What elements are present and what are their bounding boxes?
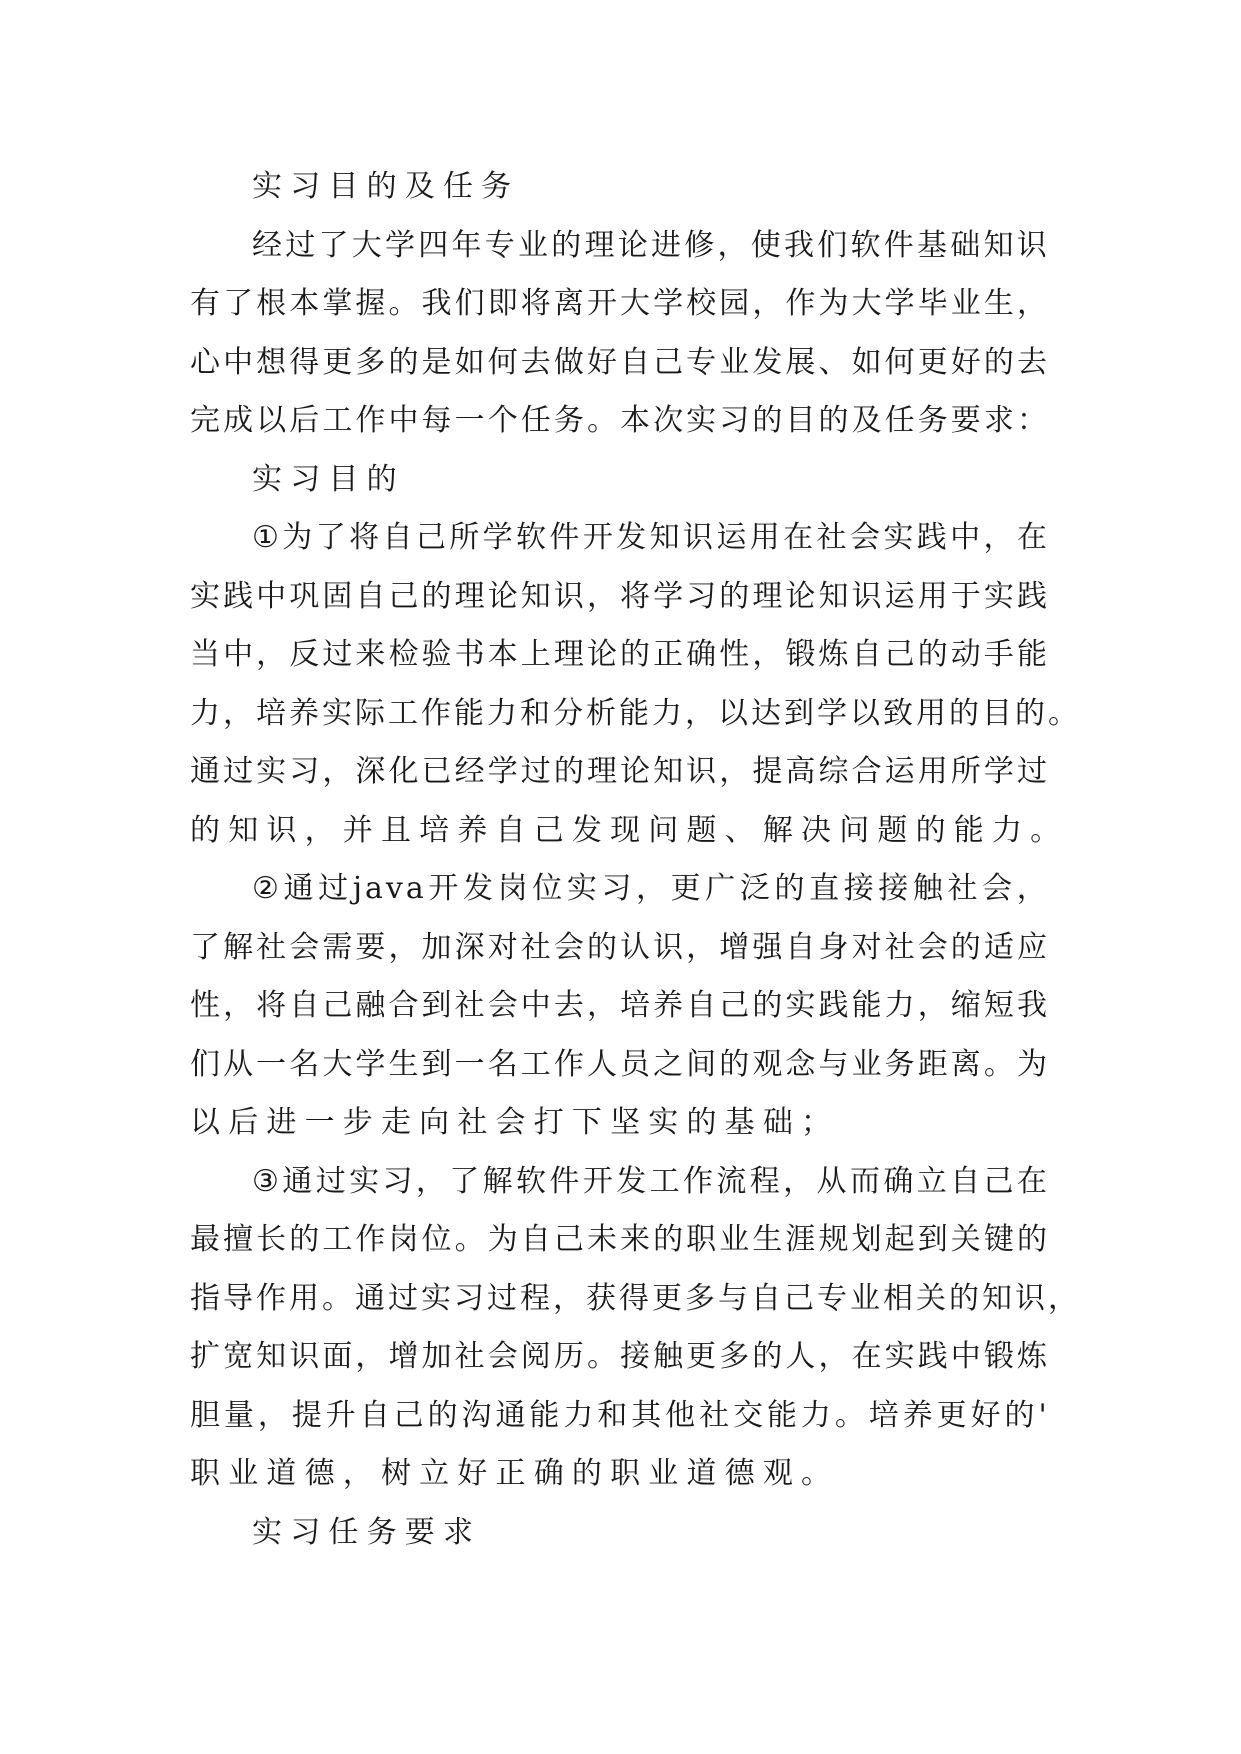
text-line: 心 中 想 得 更 多 的 是 如 何 去 做 好 自 己 专 业 发 展 、 如 何 更 好 的 去 xyxy=(190,344,1050,380)
text-line: 扩 宽 知 识 面 ， 增 加 社 会 阅 历 。 接 触 更 多 的 人 ， 在 实 践 中 锻 炼 xyxy=(190,1339,1050,1374)
text-line: ① 为 了 将 自 己 所 学 软 件 开 发 知 识 运 用 在 社 会 实 践 中 ， 在 xyxy=(252,520,1050,555)
text-line: 以 后 进 一 步 走 向 社 会 打 下 坚 实 的 基 础 ； xyxy=(190,1105,834,1140)
text-line: ② 通 过 java 开 发 岗 位 实 习 ， 更 广 泛 的 直 接 接 触 社 会 ， xyxy=(252,871,1050,906)
text-line: 通 过 实 习 ， 深 化 已 经 学 过 的 理 论 知 识 ， 提 高 综 合 运 用 所 学 过 xyxy=(190,754,1050,789)
text-line: 职 业 道 德 ， 树 立 好 正 确 的 职 业 道 德 观 。 xyxy=(190,1456,834,1491)
text-line: 指 导 作 用 。 通 过 实 习 过 程 ， 获 得 更 多 与 自 己 专 业 相 关 的 知 识 ， xyxy=(190,1280,1081,1316)
text-line: 实 习 目 的 xyxy=(252,461,400,497)
text-line: 当 中 ， 反 过 来 检 验 书 本 上 理 论 的 正 确 性 ， 锻 炼 自 己 的 动 手 能 xyxy=(190,637,1050,672)
text-line: 了 解 社 会 需 要 ， 加 深 对 社 会 的 认 识 ， 增 强 自 身 对 社 会 的 适 应 xyxy=(190,929,1050,965)
text-line: 实 习 目 的 及 任 务 xyxy=(252,169,515,204)
text-line: 最 擅 长 的 工 作 岗 位 。 为 自 己 未 来 的 职 业 生 涯 规 划 起 到 关 键 的 xyxy=(190,1222,1050,1257)
text-line: 力 ， 培 养 实 际 工 作 能 力 和 分 析 能 力 ， 以 达 到 学 以 致 用 的 目 的 。 xyxy=(190,695,1081,731)
text-line: 经 过 了 大 学 四 年 专 业 的 理 论 进 修 ， 使 我 们 软 件 基 础 知 识 xyxy=(252,227,1050,263)
text-line: 胆 量 ， 提 升 自 己 的 沟 通 能 力 和 其 他 社 交 能 力 。 培 养 更 好 的 ' xyxy=(190,1397,1050,1433)
text-line: 有 了 根 本 掌 握 。 我 们 即 将 离 开 大 学 校 园 ， 作 为 大 学 毕 业 生 ， xyxy=(190,286,1050,321)
text-line: 完 成 以 后 工 作 中 每 一 个 任 务 。 本 次 实 习 的 目 的 及 任 务 要 求 ： xyxy=(190,403,1050,438)
text-line: 们 从 一 名 大 学 生 到 一 名 工 作 人 员 之 间 的 观 念 与 业 务 距 离 。 为 xyxy=(190,1046,1050,1082)
text-line: 的 知 识 ， 并 且 培 养 自 己 发 现 问 题 、 解 决 问 题 的 能 力 。 xyxy=(190,812,1064,848)
document-body xyxy=(190,158,1081,1562)
text-line: 性 ， 将 自 己 融 合 到 社 会 中 去 ， 培 养 自 己 的 实 践 能 力 ， 缩 短 我 xyxy=(190,988,1050,1023)
text-line: ③ 通 过 实 习 ， 了 解 软 件 开 发 工 作 流 程 ， 从 而 确 立 自 己 在 xyxy=(252,1163,1050,1199)
text-line: 实 践 中 巩 固 自 己 的 理 论 知 识 ， 将 学 习 的 理 论 知 识 运 用 于 实 践 xyxy=(190,578,1050,614)
text-line: 实 习 任 务 要 求 xyxy=(252,1514,476,1550)
